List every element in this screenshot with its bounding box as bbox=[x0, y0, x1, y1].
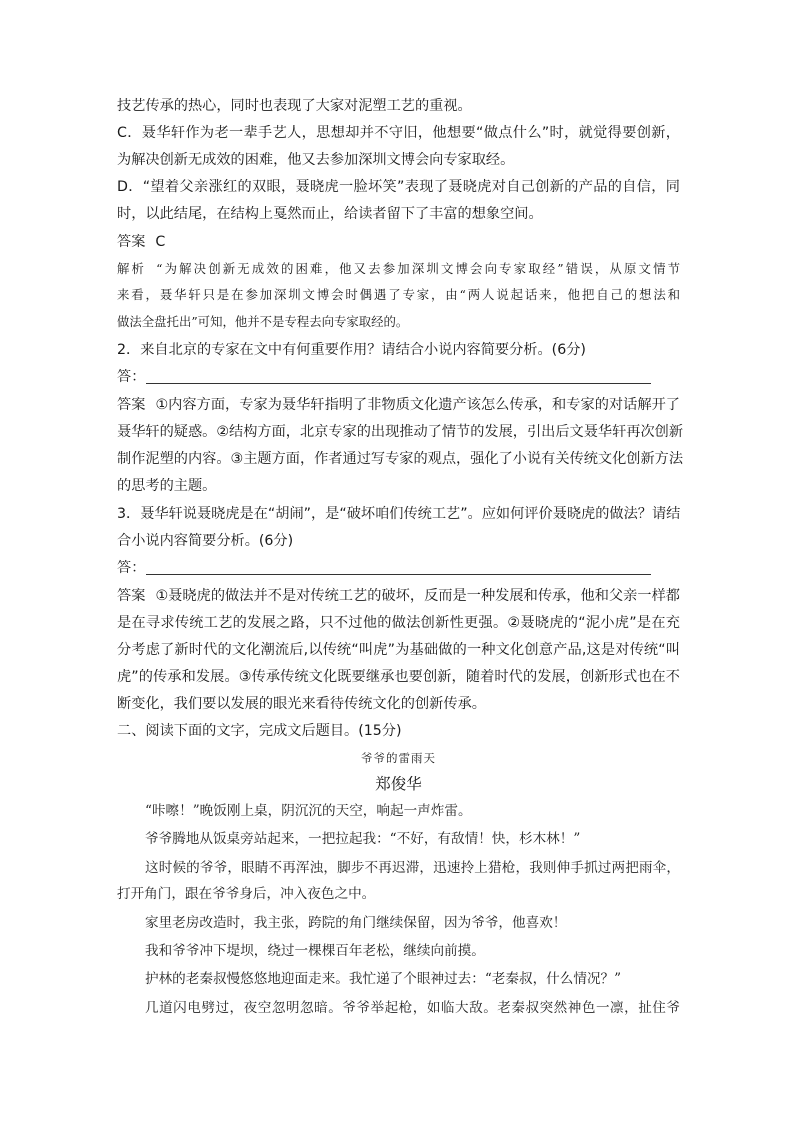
story-paragraph-1: “咔嚓！”晚饭刚上桌，阴沉沉的天空，响起一声炸雷。 bbox=[145, 803, 472, 819]
answer-3-line-3: 分考虑了新时代的文化潮流后,以传统“叫虎”为基础做的一种文化创意产品,这是对传统“叫 bbox=[117, 642, 680, 658]
analysis-line-2: 来看，聂华轩只是在参加深圳文博会时偶遇了专家，由“两人说起话来，他把自己的想法和 bbox=[117, 287, 680, 302]
answer-label: 答案 bbox=[117, 588, 146, 604]
option-d-line-2: 时，以此结尾，在结构上戛然而止，给读者留下了丰富的想象空间。 bbox=[117, 206, 543, 222]
option-c-line-2: 为解决创新无成效的困难，他又去参加深圳文博会向专家取经。 bbox=[117, 152, 515, 168]
story-paragraph-7-line-1: 几道闪电劈过，夜空忽明忽暗。爷爷举起枪，如临大敌。老秦叔突然神色一凛，扯住爷 bbox=[145, 1000, 680, 1016]
analysis-line-3: 做法全盘托出”可知，他并不是专程去向专家取经的。 bbox=[117, 314, 409, 329]
story-paragraph-3-line-2: 打开角门，跟在爷爷身后，冲入夜色之中。 bbox=[117, 886, 376, 902]
answer-label: 答案 bbox=[117, 234, 146, 250]
section-two-heading: 二、阅读下面的文字，完成文后题目。(15分) bbox=[117, 723, 402, 739]
answer-2-text-1: ①内容方面，专家为聂华轩指明了非物质文化遗产该怎么传承，和专家的对话解开了 bbox=[155, 397, 680, 413]
option-b-continuation: 技艺传承的热心，同时也表现了大家对泥塑工艺的重视。 bbox=[117, 98, 472, 114]
answer-1 bbox=[117, 232, 680, 252]
story-paragraph-2: 爷爷腾地从饭桌旁站起来，一把拉起我：“不好，有敌情！快，杉木林！” bbox=[145, 831, 581, 847]
story-paragraph-3-line-1: 这时候的爷爷，眼睛不再浑浊，脚步不再迟滞，迅速拎上猎枪，我则伸手抓过两把雨伞， bbox=[145, 860, 680, 876]
option-d-line-1: D．“望着父亲涨红的双眼，聂晓虎一脸坏笑”表现了聂晓虎对自己创新的产品的自信，同 bbox=[117, 179, 680, 195]
answer-blank-line-q2[interactable] bbox=[146, 383, 651, 384]
answer-3-line-4: 虎”的传承和发展。③传承传统文化既要继承也要创新，随着时代的发展，创新形式也在不 bbox=[117, 669, 680, 685]
answer-blank-line-q3[interactable] bbox=[146, 574, 651, 575]
answer-2-line-3: 制作泥塑的内容。③主题方面，作者通过写专家的观点，强化了小说有关传统文化创新方法 bbox=[117, 451, 684, 467]
answer-2-line-1 bbox=[117, 395, 680, 415]
story-paragraph-5: 我和爷爷冲下堤坝，绕过一棵棵百年老松，继续向前摸。 bbox=[145, 943, 485, 959]
analysis-line-1 bbox=[117, 259, 680, 279]
story-author: 郑俊华 bbox=[375, 775, 422, 793]
answer-2-line-2: 聂华轩的疑惑。②结构方面，北京专家的出现推动了情节的发展，引出后文聂华轩再次创新 bbox=[117, 424, 684, 440]
story-title: 爷爷的雷雨天 bbox=[361, 751, 436, 765]
answer-label: 答案 bbox=[117, 397, 146, 413]
answer-3-line-5: 断变化，我们要以发展的眼光来看待传统文化的创新传承。 bbox=[117, 696, 486, 712]
question-3-line-1: 3．聂华轩说聂晓虎是在“胡闹”，是“破坏咱们传统工艺”。应如何评价聂晓虎的做法？请结 bbox=[117, 506, 681, 522]
answer-label-q2: 答： bbox=[117, 369, 146, 385]
answer-3-line-1 bbox=[117, 586, 680, 606]
answer-3-line-2: 是在寻求传统工艺的发展之路，只不过他的做法创新性更强。②聂晓虎的“泥小虎”是在充 bbox=[117, 615, 680, 631]
answer-3-text-1: ①聂晓虎的做法并不是对传统工艺的破坏，反而是一种发展和传承，他和父亲一样都 bbox=[155, 588, 680, 604]
analysis-label: 解析 bbox=[117, 261, 147, 276]
option-c-line-1: C．聂华轩作为老一辈手艺人，思想却并不守旧，他想要“做点什么”时，就觉得要创新， bbox=[117, 125, 680, 141]
answer-label-q3: 答： bbox=[117, 560, 146, 576]
story-paragraph-4: 家里老房改造时，我主张，跨院的角门继续保留，因为爷爷，他喜欢！ bbox=[145, 915, 567, 931]
answer-2-line-4: 的思考的主题。 bbox=[117, 478, 217, 494]
question-3-line-2: 合小说内容简要分析。(6分) bbox=[117, 533, 294, 549]
analysis-text-1: “为解决创新无成效的困难，他又去参加深圳文博会向专家取经”错误，从原文情节 bbox=[156, 261, 680, 276]
answer-1-value: C bbox=[155, 234, 166, 250]
question-2: 2．来自北京的专家在文中有何重要作用？请结合小说内容简要分析。(6分) bbox=[117, 342, 586, 358]
story-paragraph-6: 护林的老秦叔慢悠悠地迎面走来。我忙递了个眼神过去：“老秦叔，什么情况？” bbox=[145, 971, 622, 987]
